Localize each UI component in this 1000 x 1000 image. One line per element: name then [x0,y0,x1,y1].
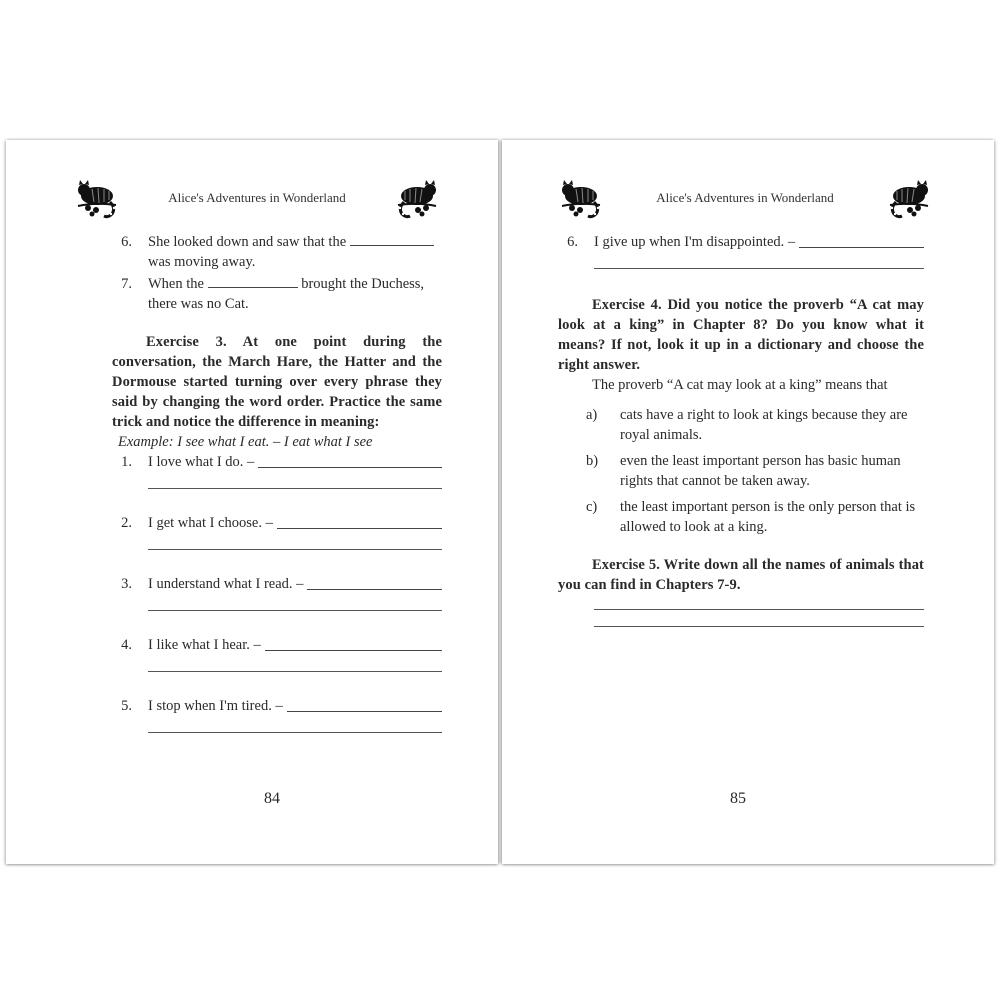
answer-line[interactable] [594,268,924,269]
exercise-item: 1. I love what I do. – [112,452,442,472]
answer-line[interactable] [277,528,442,529]
answer-line[interactable] [594,609,924,610]
book-title: Alice's Adventures in Wonderland [656,190,834,205]
page-number: 85 [730,790,746,807]
page-number: 84 [264,790,280,807]
answer-line[interactable] [799,247,924,248]
answer-line[interactable] [258,467,442,468]
exercise-5-title: Exercise 5. Write down all the names of animals that you can find in Chapters 7-9. [558,557,924,593]
cheshire-cat-icon [396,180,438,220]
answer-line[interactable] [265,650,442,651]
page-header [76,180,438,222]
answer-option[interactable]: b) even the least important person has basic human rights that cannot be taken away. [586,453,901,489]
answer-line[interactable] [148,549,442,550]
answer-line[interactable] [307,589,442,590]
answer-line[interactable] [594,626,924,627]
left-page-content [112,232,442,733]
page-header [560,180,930,222]
exercise-item: 6. She looked down and saw that the was moving away. [112,232,442,272]
answer-line[interactable] [148,610,442,611]
answer-option[interactable]: c) the least important person is the only person that is allowed to look at a king. [586,499,916,535]
right-page [502,140,994,864]
answer-blank[interactable] [350,232,434,246]
exercise-item: 6. I give up when I'm disappointed. – [558,232,924,252]
exercise-4-title: Exercise 4. Did you notice the proverb “A cat may look at a king” in Chapter 8? Do you know what it means? If not, look it up in a dictionary and choose the right answer. [558,297,924,373]
answer-line[interactable] [148,671,442,672]
answer-line[interactable] [287,711,442,712]
exercise-item: 4. I like what I hear. – [112,635,442,655]
answer-option[interactable]: a) cats have a right to look at kings because they are royal animals. [586,407,908,443]
answer-line[interactable] [148,488,442,489]
right-page-content [558,232,924,627]
exercise-item: 3. I understand what I read. – [112,574,442,594]
example-line: Example: I see what I eat. – I eat what I see [118,434,373,450]
cheshire-cat-icon [888,180,930,220]
exercise-3-title: Exercise 3. At one point during the conversation, the March Hare, the Hatter and the Dormouse started turning over every phrase they said by changing the word order. Practice the same trick and notice the difference in meaning: [112,334,442,430]
left-page [6,140,498,864]
exercise-item: 2. I get what I choose. – [112,513,442,533]
exercise-item: 5. I stop when I'm tired. – [112,696,442,716]
answer-line[interactable] [148,732,442,733]
answer-blank[interactable] [208,274,298,288]
book-title: Alice's Adventures in Wonderland [168,190,346,205]
exercise-item: 7. When the brought the Duchess, there was no Cat. [121,276,425,312]
proverb-lead: The proverb “A cat may look at a king” means that [592,377,888,393]
